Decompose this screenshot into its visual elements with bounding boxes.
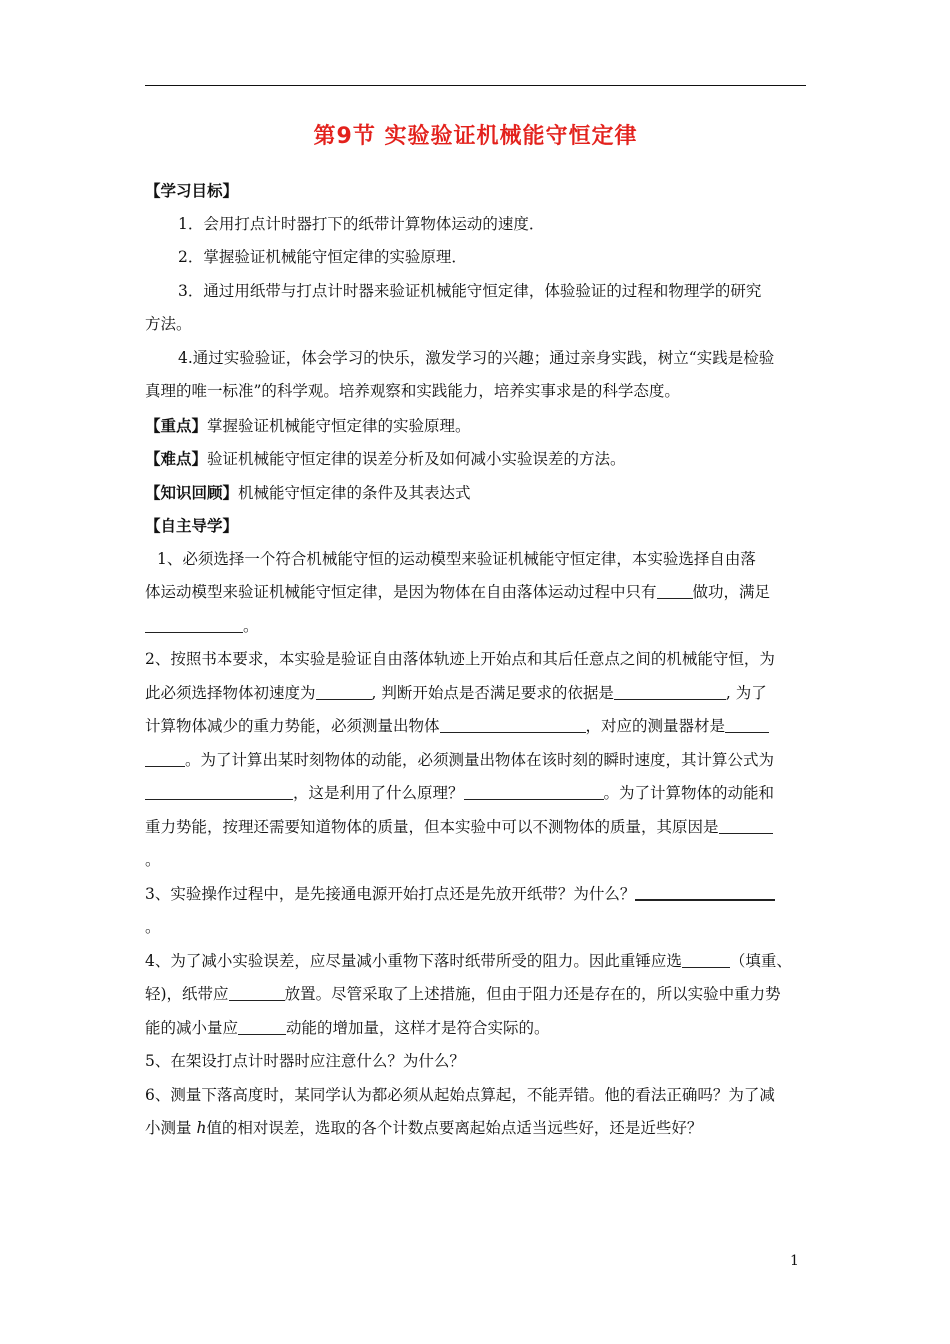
q3-text: 3、实验操作过程中，是先接通电源开始打点还是先放开纸带？为什么？ [145, 884, 636, 903]
q6-text: 小测量 [145, 1119, 197, 1137]
knowledge-review-text: 机械能守恒定律的条件及其表达式 [238, 483, 471, 502]
q1-line-2 [145, 576, 806, 610]
q2-text: 重力势能，按理还需要知道物体的质量，但本实验中可以不测物体的质量，其原因是 [145, 817, 719, 836]
q2-line-5 [145, 777, 806, 811]
q2-line-4 [145, 744, 806, 778]
q6-text: 值的相对误差，选取的各个计数点要离起始点适当远些好，还是近些好？ [206, 1119, 703, 1137]
difficulty [145, 442, 806, 476]
document-body [145, 174, 806, 1146]
q4-line-1 [145, 945, 806, 979]
objective-3-line-1: 3．通过用纸带与打点计时器来验证机械能守恒定律，体验验证的过程和物理学的研究 [178, 281, 762, 300]
q2-line-1: 2、按照书本要求，本实验是验证自由落体轨迹上开始点和其后任意点之间的机械能守恒，为 [145, 650, 775, 668]
self-study-heading: 【自主导学】 [145, 516, 239, 535]
q4-text: 放置。尽管采取了上述措施，但由于阻力还是存在的，所以实验中重力势 [284, 985, 781, 1003]
objective-1: 1．会用打点计时器打下的纸带计算物体运动的速度． [178, 214, 545, 233]
q2-blank-3[interactable] [440, 717, 586, 734]
q6-line-2 [145, 1112, 806, 1146]
q4-blank-1[interactable] [682, 951, 730, 968]
q4-text: 轻)，纸带应 [145, 985, 229, 1003]
q4-line-3 [145, 1012, 806, 1046]
objective-2: 2．掌握验证机械能守恒定律的实验原理． [178, 248, 467, 266]
q2-text: ，对应的测量器材是 [585, 717, 726, 735]
q2-blank-2[interactable] [614, 683, 726, 700]
q2-text: ，这是利用了什么原理？ [293, 784, 464, 802]
page-title: 第9节 实验验证机械能守恒定律 [313, 124, 638, 149]
q4-text: 能的减小量应 [145, 1018, 239, 1037]
q6-variable-h: h [196, 1119, 207, 1137]
q2-line-3 [145, 710, 806, 744]
q2-text: 计算物体减少的重力势能，必须测量出物体 [145, 717, 440, 735]
q4-blank-3[interactable] [238, 1018, 286, 1035]
q2-text: 。为了计算物体的动能和 [603, 784, 775, 802]
q2-blank-4[interactable] [725, 717, 769, 734]
key-point [145, 409, 806, 443]
knowledge-review [145, 476, 806, 510]
q4-text: （填重、 [729, 951, 792, 970]
q2-blank-4-cont[interactable] [145, 750, 185, 767]
q2-blank-5[interactable] [145, 784, 293, 801]
q3-blank[interactable] [635, 883, 775, 901]
q4-blank-2[interactable] [229, 985, 285, 1002]
key-point-label: 【重点】 [145, 415, 208, 435]
knowledge-review-label: 【知识回顾】 [145, 482, 239, 502]
objective-3-line-2: 方法。 [145, 315, 192, 333]
q2-text: 。为了计算出某时刻物体的动能，必须测量出物体在该时刻的瞬时速度，其计算公式为 [185, 750, 775, 769]
q6-line-1: 6、测量下落高度时，某同学认为都必须从起始点算起，不能弄错。他的看法正确吗？为了减 [145, 1085, 775, 1104]
key-point-text: 掌握验证机械能守恒定律的实验原理。 [207, 416, 471, 435]
objective-4-line-2: 真理的唯一标准”的科学观。培养观察和实践能力，培养实事求是的科学态度。 [145, 382, 680, 400]
difficulty-text: 验证机械能守恒定律的误差分析及如何减小实验误差的方法。 [207, 450, 626, 468]
q2-text: , 判断开始点是否满足要求的依据是 [371, 683, 614, 702]
q1-blank-1[interactable] [657, 583, 693, 600]
q2-line-2 [145, 677, 806, 711]
q1-text: 体运动模型来验证机械能守恒定律，是因为物体在自由落体运动过程中只有 [145, 583, 657, 601]
q2-blank-6[interactable] [464, 784, 604, 801]
q1-blank-2[interactable] [145, 616, 243, 633]
q1-text: 。 [243, 616, 259, 635]
q1-line-3 [145, 610, 806, 644]
q2-blank-7[interactable] [719, 817, 773, 834]
header-rule [145, 85, 806, 86]
q3-line-1 [145, 878, 806, 912]
q2-line-6 [145, 811, 806, 845]
q5-line-1: 5、在架设打点计时器时应注意什么？为什么？ [145, 1052, 465, 1070]
q4-text: 4、为了减小实验误差，应尽量减小重物下落时纸带所受的阻力。因此重锤应选 [145, 951, 682, 970]
q3-line-2: 。 [145, 918, 161, 936]
q1-text: 做功，满足 [692, 583, 771, 601]
q4-text: 动能的增加量，这样才是符合实际的。 [286, 1018, 550, 1037]
q2-line-7: 。 [145, 851, 161, 869]
q4-line-2 [145, 978, 806, 1012]
difficulty-label: 【难点】 [145, 449, 208, 468]
q2-blank-1[interactable] [316, 683, 372, 700]
page-number: 1 [790, 1253, 799, 1269]
q2-text: , 为了 [725, 683, 767, 702]
q2-text: 此必须选择物体初速度为 [145, 683, 316, 702]
objective-4-line-1: 4.通过实验验证，体会学习的快乐，激发学习的兴趣；通过亲身实践，树立“实践是检验 [178, 348, 775, 367]
q1-line-1: 1、必须选择一个符合机械能守恒的运动模型来验证机械能守恒定律，本实验选择自由落 [157, 549, 756, 568]
objectives-heading: 【学习目标】 [145, 181, 239, 200]
